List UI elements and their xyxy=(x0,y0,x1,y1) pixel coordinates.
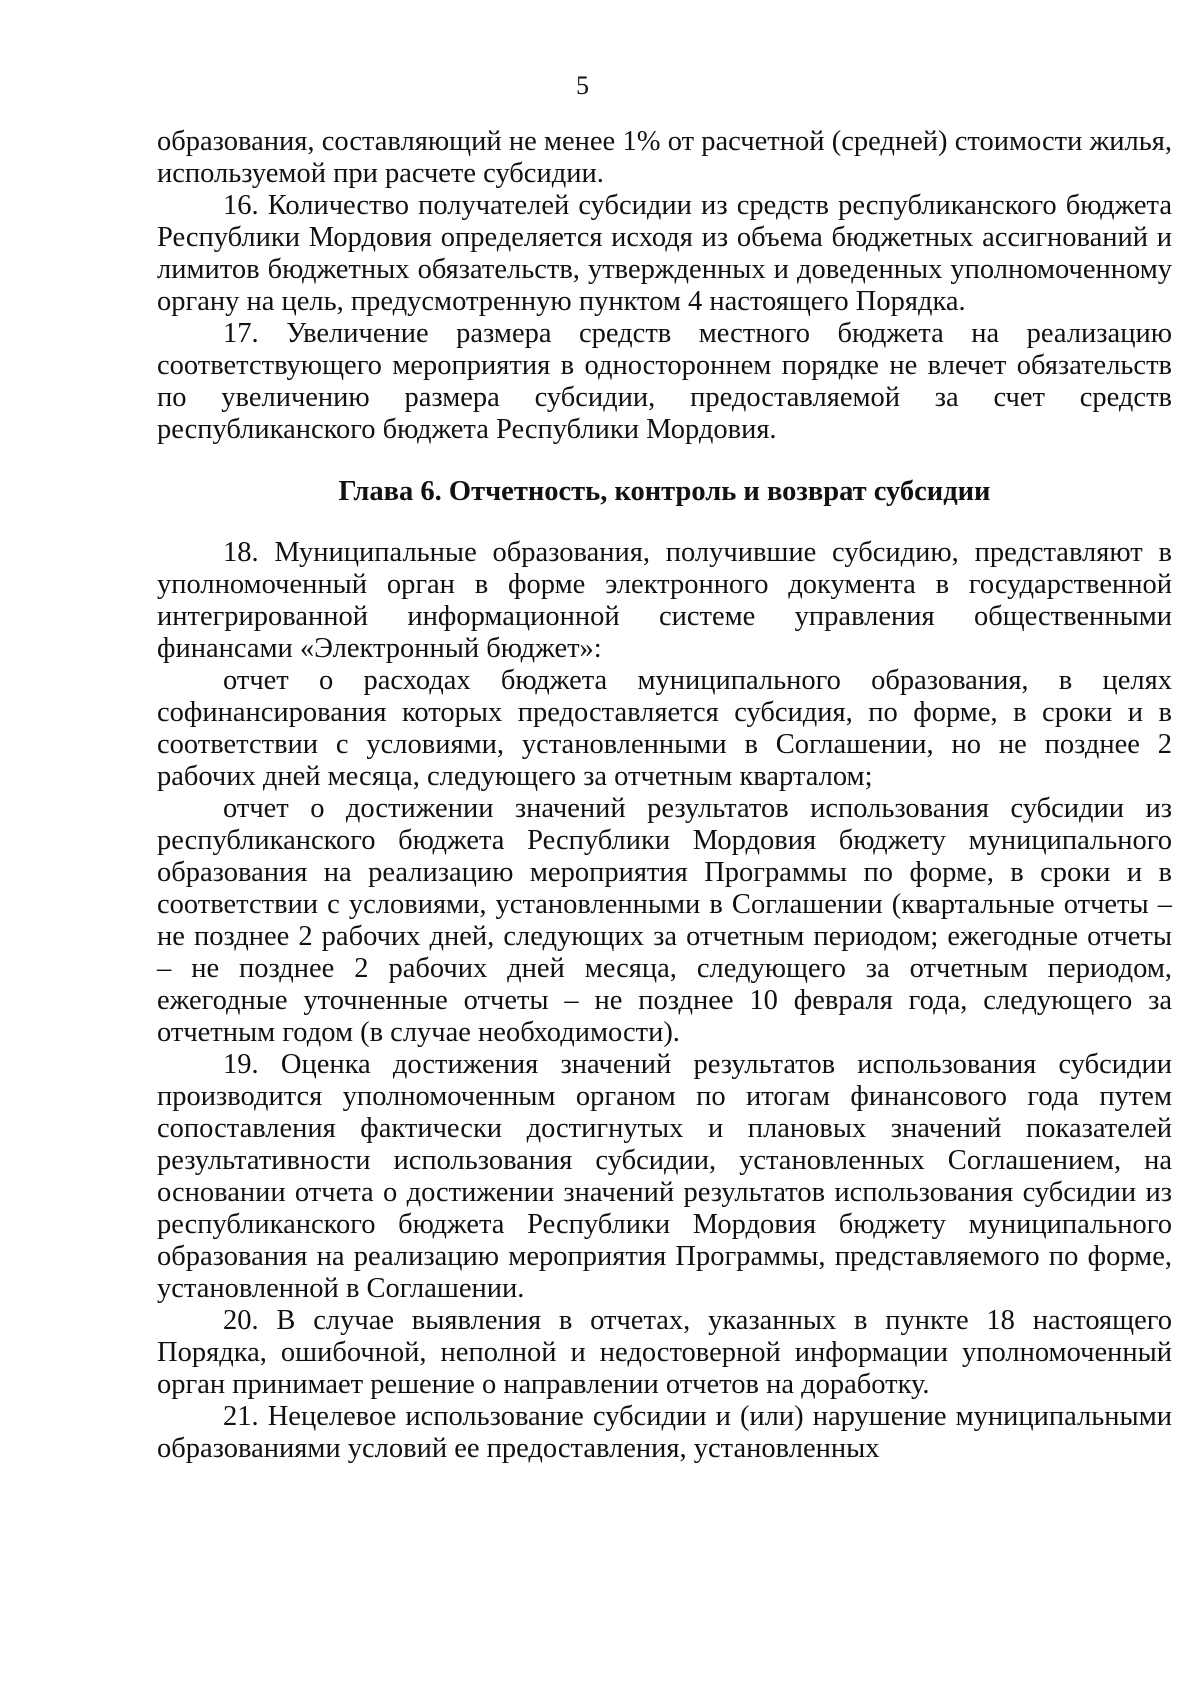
paragraph-18-report-results: отчет о достижении значений результатов использования субсидии из республиканского бюджета Республики Мордовия бюджету муниципального образования на реализацию мероприятия Программы по форме, в сроки и в соответствии с условиями, установленными в Соглашении (квартальные отчеты – не позднее 2 рабочих дней, следующих за отчетным периодом; ежегодные отчеты – не позднее 2 рабочих дней месяца, следующего за отчетным периодом, ежегодные уточненные отчеты – не позднее 10 февраля года, следующего за отчетным годом (в случае необходимости). xyxy=(157,793,1172,1048)
paragraph-continuation: образования, составляющий не менее 1% от расчетной (средней) стоимости жилья, используемой при расчете субсидии. xyxy=(157,126,1172,189)
paragraph-19: 19. Оценка достижения значений результатов использования субсидии производится уполномоченным органом по итогам финансового года путем сопоставления фактически достигнутых и плановых значений показателей результативности использования субсидии, установленных Соглашением, на основании отчета о достижении значений результатов использования субсидии из республиканского бюджета Республики Мордовия бюджету муниципального образования на реализацию мероприятия Программы, представляемого по форме, установленной в Соглашении. xyxy=(157,1049,1172,1304)
paragraph-20: 20. В случае выявления в отчетах, указанных в пункте 18 настоящего Порядка, ошибочной, неполной и недостоверной информации уполномоченный орган принимает решение о направлении отчетов на доработку. xyxy=(157,1305,1172,1400)
paragraph-16: 16. Количество получателей субсидии из средств республиканского бюджета Республики Мордовия определяется исходя из объема бюджетных ассигнований и лимитов бюджетных обязательств, утвержденных и доведенных уполномоченному органу на цель, предусмотренную пунктом 4 настоящего Порядка. xyxy=(157,190,1172,317)
paragraph-17: 17. Увеличение размера средств местного бюджета на реализацию соответствующего мероприятия в одностороннем порядке не влечет обязательств по увеличению размера субсидии, предоставляемой за счет средств республиканского бюджета Республики Мордовия. xyxy=(157,318,1172,445)
chapter-heading: Глава 6. Отчетность, контроль и возврат субсидии xyxy=(338,476,991,507)
page-number: 5 xyxy=(576,71,589,100)
document-body xyxy=(157,126,1172,1465)
paragraph-21: 21. Нецелевое использование субсидии и (или) нарушение муниципальными образованиями условий ее предоставления, установленных xyxy=(157,1401,1172,1464)
paragraph-18: 18. Муниципальные образования, получившие субсидию, представляют в уполномоченный орган в форме электронного документа в государственной интегрированной информационной системе управления общественными финансами «Электронный бюджет»: xyxy=(157,537,1172,664)
paragraph-18-report-expenses: отчет о расходах бюджета муниципального образования, в целях софинансирования которых предоставляется субсидия, по форме, в сроки и в соответствии с условиями, установленными в Соглашении, но не позднее 2 рабочих дней месяца, следующего за отчетным кварталом; xyxy=(157,665,1172,792)
